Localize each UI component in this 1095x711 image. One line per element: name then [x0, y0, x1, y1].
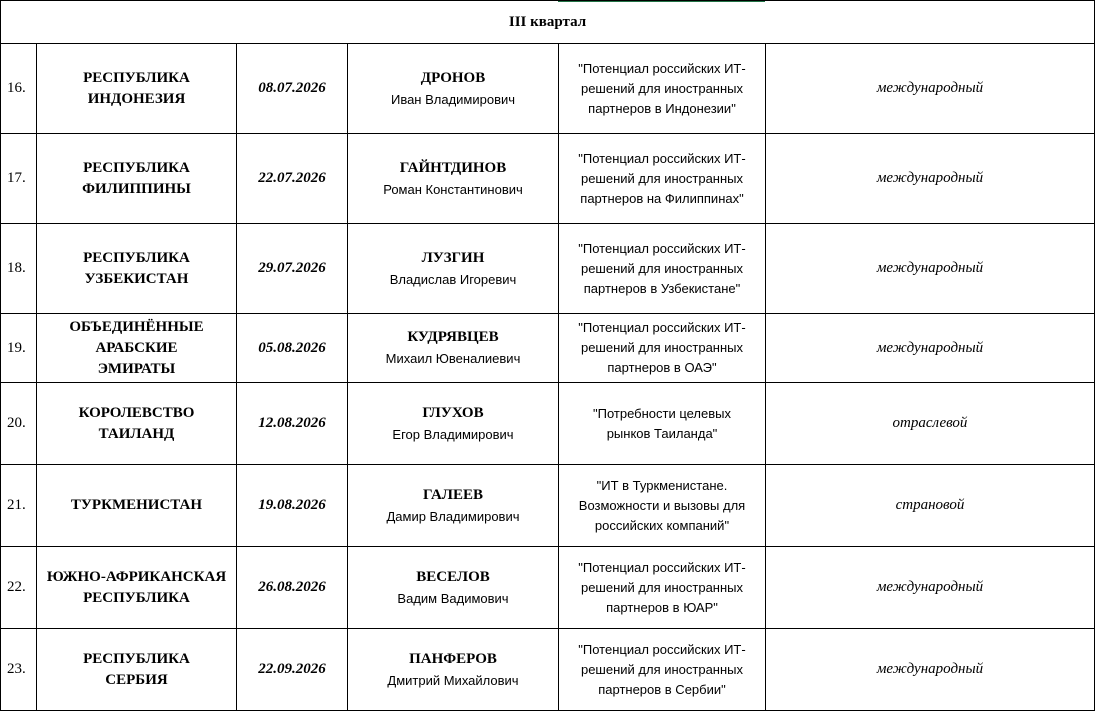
topic-line: "Потенциал российских ИТ-	[578, 641, 746, 657]
speaker-surname: КУДРЯВЦЕВ	[407, 329, 499, 345]
row-number-cell[interactable]: 18.	[1, 224, 37, 314]
speaker-cell[interactable]	[348, 465, 559, 547]
speaker-given-name: Иван Владимирович	[390, 91, 516, 107]
topic-cell[interactable]	[559, 383, 766, 465]
format-cell[interactable]: международный	[766, 547, 1095, 629]
speaker-given-name: Егор Владимирович	[392, 426, 514, 442]
country-line: ЭМИРАТЫ	[97, 360, 176, 377]
country-line: РЕСПУБЛИКА	[83, 69, 190, 86]
topic-line: "Потенциал российских ИТ-	[578, 320, 746, 335]
speaker-cell[interactable]	[348, 224, 559, 314]
speaker-surname: ЛУЗГИН	[421, 249, 485, 266]
topic-cell[interactable]	[559, 547, 766, 629]
country-cell[interactable]	[37, 44, 237, 134]
country-line: УЗБЕКИСТАН	[84, 270, 189, 287]
format-cell[interactable]: международный	[766, 134, 1095, 224]
topic-cell[interactable]	[559, 465, 766, 547]
date-cell[interactable]: 26.08.2026	[237, 547, 348, 629]
speaker-given-name: Роман Константинович	[383, 181, 523, 197]
table-row	[1, 134, 1095, 224]
country-cell[interactable]	[37, 629, 237, 711]
speaker-surname: ГАЛЕЕВ	[423, 486, 483, 503]
speaker-cell[interactable]	[348, 314, 559, 383]
speaker-cell[interactable]	[348, 383, 559, 465]
topic-line: решений для иностранных	[580, 260, 744, 276]
topic-line: Возможности и вызовы для	[578, 497, 746, 513]
country-line: СЕРБИЯ	[105, 671, 168, 688]
table-row	[1, 629, 1095, 711]
format-cell[interactable]: отраслевой	[766, 383, 1095, 465]
date-cell[interactable]: 29.07.2026	[237, 224, 348, 314]
speaker-surname: ГАЙНТДИНОВ	[399, 159, 507, 176]
speaker-given-name: Владислав Игоревич	[389, 271, 517, 287]
row-number-cell[interactable]: 17.	[1, 134, 37, 224]
speaker-given-name: Дамир Владимирович	[386, 508, 520, 524]
speaker-surname: ПАНФЕРОВ	[409, 650, 497, 667]
speaker-surname: ВЕСЕЛОВ	[416, 568, 490, 585]
speaker-given-name: Вадим Вадимович	[397, 590, 509, 606]
topic-line: рынков Таиланда"	[606, 425, 718, 441]
topic-line: "Потенциал российских ИТ-	[578, 60, 746, 76]
country-line: ТАИЛАНД	[98, 425, 175, 442]
country-line: ФИЛИППИНЫ	[82, 180, 191, 197]
topic-line: партнеров в ОАЭ"	[607, 360, 717, 375]
topic-line: "Потенциал российских ИТ-	[578, 559, 746, 575]
topic-line: решений для иностранных	[580, 661, 744, 677]
country-cell[interactable]	[37, 547, 237, 629]
table-row	[1, 44, 1095, 134]
format-cell[interactable]: международный	[766, 44, 1095, 134]
date-cell[interactable]: 05.08.2026	[237, 314, 348, 383]
topic-line: партнеров на Филиппинах"	[580, 190, 744, 206]
section-header-row	[1, 1, 1095, 44]
country-line: РЕСПУБЛИКА	[83, 589, 190, 606]
topic-line: решений для иностранных	[580, 170, 744, 186]
format-cell[interactable]: страновой	[766, 465, 1095, 547]
table-row	[1, 314, 1095, 383]
row-number-cell[interactable]: 16.	[1, 44, 37, 134]
table-row	[1, 465, 1095, 547]
topic-line: партнеров в ЮАР"	[606, 599, 718, 615]
speaker-cell[interactable]	[348, 629, 559, 711]
country-line: АРАБСКИЕ	[95, 339, 178, 356]
date-cell[interactable]: 19.08.2026	[237, 465, 348, 547]
country-cell[interactable]	[37, 134, 237, 224]
topic-line: партнеров в Сербии"	[598, 681, 726, 697]
country-line: РЕСПУБЛИКА	[83, 249, 190, 266]
country-line: РЕСПУБЛИКА	[83, 650, 190, 667]
date-cell[interactable]: 22.07.2026	[237, 134, 348, 224]
format-cell[interactable]: международный	[766, 314, 1095, 383]
topic-line: "Потенциал российских ИТ-	[578, 150, 746, 166]
topic-line: "Потребности целевых	[592, 405, 732, 421]
topic-cell[interactable]	[559, 224, 766, 314]
topic-cell[interactable]	[559, 134, 766, 224]
topic-cell[interactable]	[559, 314, 766, 383]
table-row	[1, 383, 1095, 465]
topic-line: "ИТ в Туркменистане.	[596, 477, 728, 493]
topic-line: решений для иностранных	[580, 80, 744, 96]
speaker-given-name: Дмитрий Михайлович	[387, 672, 519, 688]
format-cell[interactable]: международный	[766, 224, 1095, 314]
date-cell[interactable]: 08.07.2026	[237, 44, 348, 134]
speaker-cell[interactable]	[348, 134, 559, 224]
topic-cell[interactable]	[559, 629, 766, 711]
topic-cell[interactable]	[559, 44, 766, 134]
topic-line: решений для иностранных	[580, 340, 744, 355]
topic-line: "Потенциал российских ИТ-	[578, 240, 746, 256]
country-line: ИНДОНЕЗИЯ	[87, 90, 186, 107]
country-cell[interactable]	[37, 224, 237, 314]
format-cell[interactable]: международный	[766, 629, 1095, 711]
topic-line: партнеров в Индонезии"	[588, 100, 736, 116]
date-cell[interactable]: 22.09.2026	[237, 629, 348, 711]
topic-line: решений для иностранных	[580, 579, 744, 595]
row-number-cell[interactable]: 21.	[1, 465, 37, 547]
row-number-cell[interactable]: 19.	[1, 314, 37, 383]
speaker-given-name: Михаил Ювеналиевич	[385, 351, 521, 366]
topic-line: партнеров в Узбекистане"	[583, 280, 741, 296]
date-cell[interactable]: 12.08.2026	[237, 383, 348, 465]
country-line: РЕСПУБЛИКА	[83, 159, 190, 176]
topic-line: российских компаний"	[594, 517, 730, 533]
table-row	[1, 547, 1095, 629]
speaker-cell[interactable]	[348, 44, 559, 134]
speaker-cell[interactable]	[348, 547, 559, 629]
speaker-surname: ДРОНОВ	[420, 69, 486, 86]
row-number-cell[interactable]: 23.	[1, 629, 37, 711]
country-line: КОРОЛЕВСТВО	[78, 404, 195, 421]
table-row	[1, 224, 1095, 314]
row-number-cell[interactable]: 22.	[1, 547, 37, 629]
country-cell[interactable]	[37, 314, 237, 383]
country-line: ТУРКМЕНИСТАН	[70, 497, 203, 513]
country-cell[interactable]	[37, 465, 237, 547]
country-line: ЮЖНО-АФРИКАНСКАЯ	[46, 568, 227, 585]
country-line: ОБЪЕДИНЁННЫЕ	[69, 318, 204, 335]
speaker-surname: ГЛУХОВ	[422, 404, 484, 421]
country-cell[interactable]	[37, 383, 237, 465]
section-title[interactable]: III квартал	[1, 1, 1095, 44]
row-number-cell[interactable]: 20.	[1, 383, 37, 465]
